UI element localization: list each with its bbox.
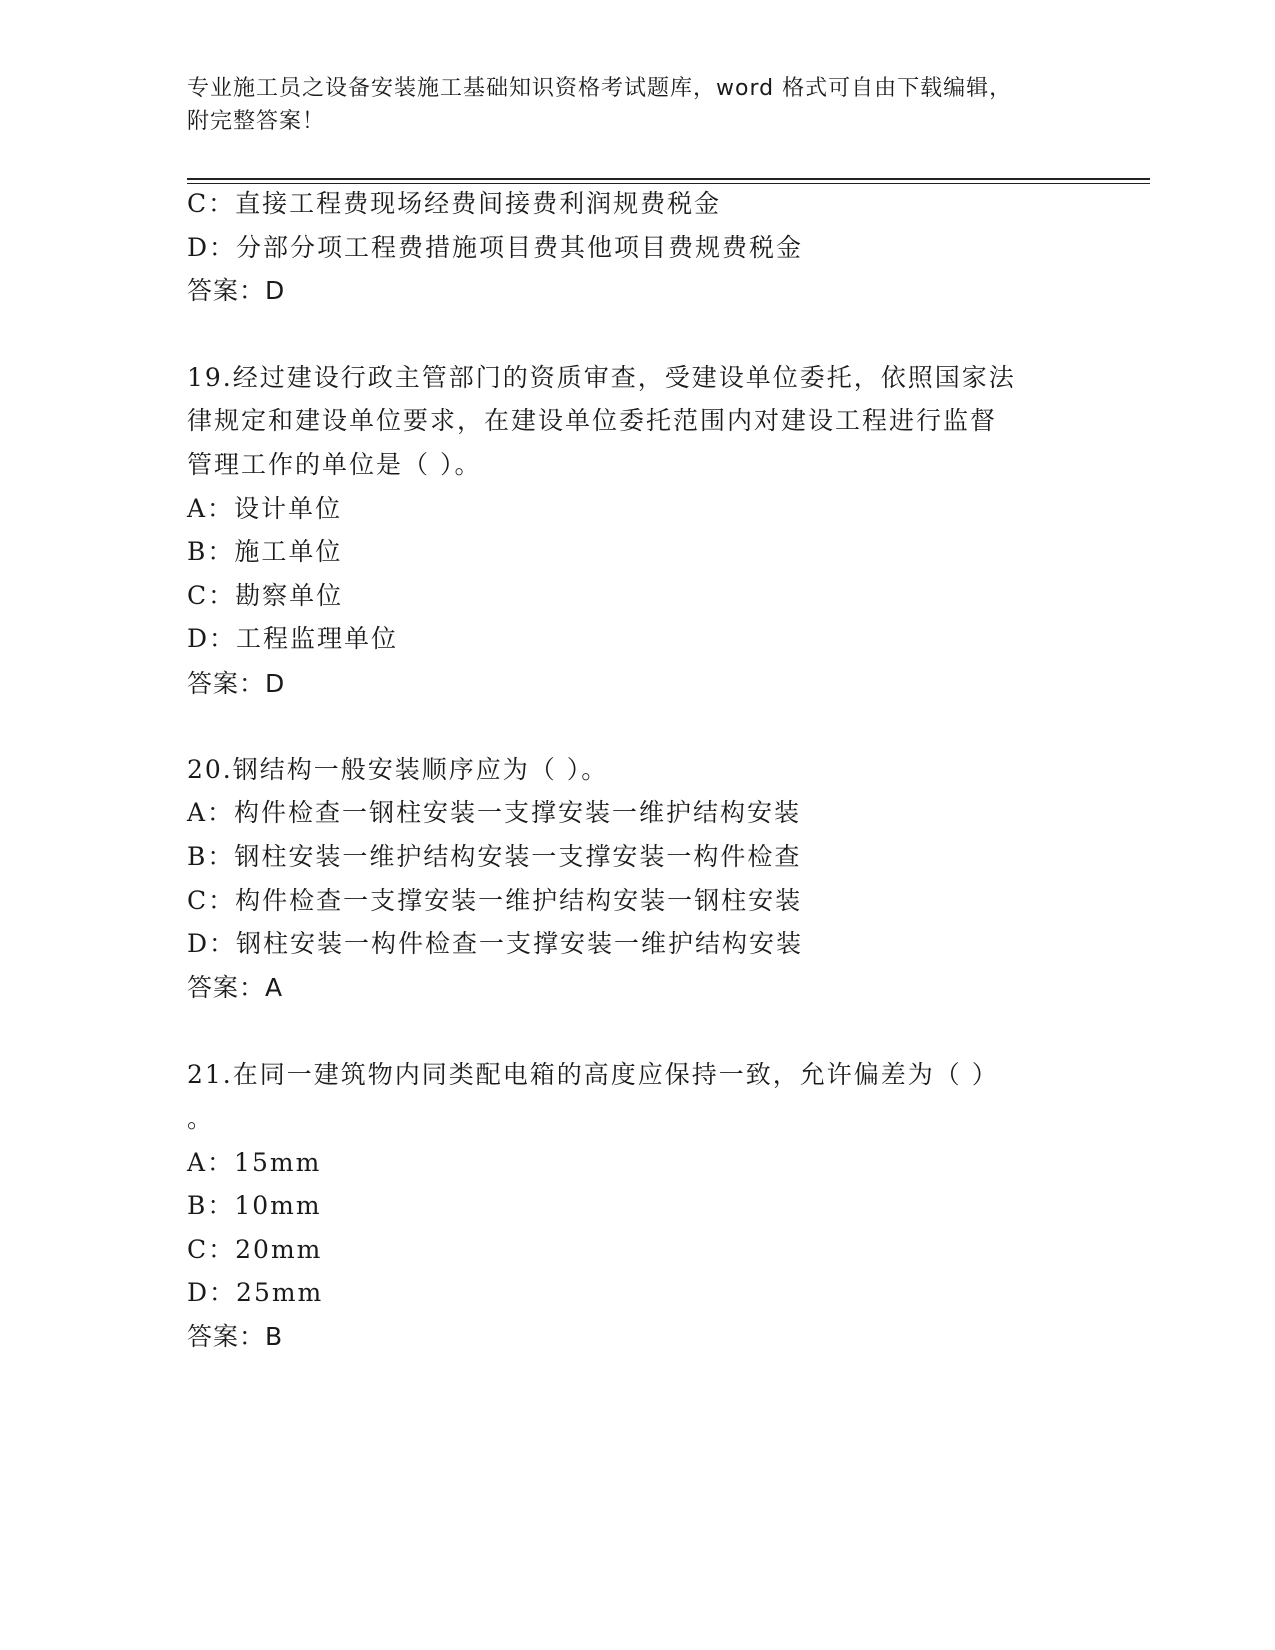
q21-stem-line-1: 21.在同一建筑物内同类配电箱的高度应保持一致，允许偏差为（ ） (187, 1060, 999, 1089)
q19-option-c: C：勘察单位 (187, 581, 344, 610)
q21-option-b: B：10mm (187, 1191, 322, 1220)
q21-option-c: C：20mm (187, 1235, 323, 1264)
q19-stem-line-1: 19.经过建设行政主管部门的资质审查，受建设单位委托，依照国家法 (187, 363, 1016, 392)
header-divider-thin (187, 183, 1150, 184)
q20-stem: 20.钢结构一般安装顺序应为（ ）。 (187, 755, 609, 784)
q19-answer: 答案：D (187, 669, 286, 698)
q18-option-d: D：分部分项工程费措施项目费其他项目费规费税金 (187, 233, 804, 262)
q21-stem-line-2: 。 (187, 1104, 215, 1133)
q21-answer: 答案：B (187, 1322, 284, 1351)
q20-option-b: B：钢柱安装一维护结构安装一支撑安装一构件检查 (187, 842, 802, 871)
q19-stem-line-2: 律规定和建设单位要求，在建设单位委托范围内对建设工程进行监督 (187, 406, 998, 435)
q19-stem-line-3: 管理工作的单位是（ ）。 (187, 450, 482, 479)
q20-answer: 答案：A (187, 973, 284, 1002)
q19-option-b: B：施工单位 (187, 537, 343, 566)
q20-option-c: C：构件检查一支撑安装一维护结构安装一钢柱安装 (187, 886, 803, 915)
q20-option-d: D：钢柱安装一构件检查一支撑安装一维护结构安装 (187, 929, 804, 958)
q18-answer: 答案：D (187, 276, 286, 305)
q21-option-d: D：25mm (187, 1278, 324, 1307)
q21-option-a: A：15mm (187, 1148, 322, 1177)
q20-option-a: A：构件检查一钢柱安装一支撑安装一维护结构安装 (187, 798, 802, 827)
document-header: 专业施工员之设备安装施工基础知识资格考试题库，word 格式可自由下载编辑， 附完整答案！ (187, 76, 1013, 134)
q18-option-c: C：直接工程费现场经费间接费利润规费税金 (187, 189, 722, 218)
q19-option-a: A：设计单位 (187, 494, 343, 523)
header-divider-thick (187, 178, 1150, 180)
q19-option-d: D：工程监理单位 (187, 624, 399, 653)
